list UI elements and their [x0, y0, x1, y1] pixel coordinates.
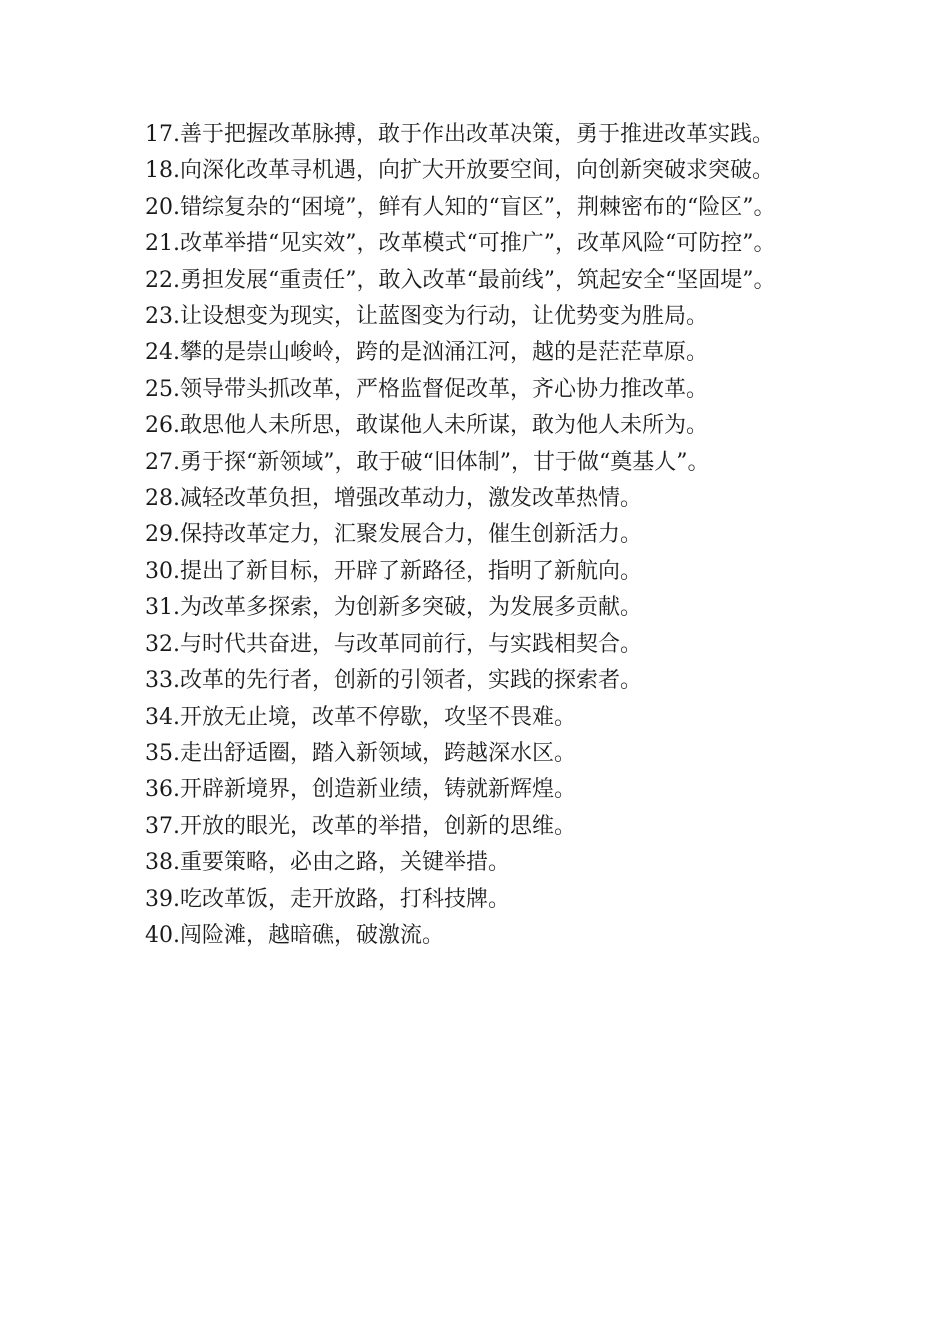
list-item-40: 40.闯险滩，越暗礁，破激流。	[145, 922, 444, 948]
list-item-25: 25.领导带头抓改革，严格监督促改革，齐心协力推改革。	[145, 376, 708, 402]
list-item-17: 17.善于把握改革脉搏，敢于作出改革决策，勇于推进改革实践。	[145, 122, 774, 147]
list-item-31: 31.为改革多探索，为创新多突破，为发展多贡献。	[145, 595, 642, 621]
list-item-30: 30.提出了新目标，开辟了新路径，指明了新航向。	[145, 558, 642, 584]
list-item-38: 38.重要策略，必由之路，关键举措。	[145, 850, 510, 876]
list-item-32: 32.与时代共奋进，与改革同前行，与实践相契合。	[145, 631, 642, 657]
document-body	[108, 117, 843, 954]
list-item-39: 39.吃改革饭，走开放路，打科技牌。	[145, 886, 510, 912]
list-item-33: 33.改革的先行者，创新的引领者，实践的探索者。	[145, 668, 642, 694]
list-item-21: 21.改革举措“见实效”，改革模式“可推广”，改革风险“可防控”。	[145, 231, 776, 257]
list-item-37: 37.开放的眼光，改革的举措，创新的思维。	[145, 813, 576, 839]
list-item-28: 28.减轻改革负担，增强改革动力，激发改革热情。	[145, 486, 642, 512]
list-item-22: 22.勇担发展“重责任”，敢入改革“最前线”，筑起安全“坚固堤”。	[145, 267, 776, 293]
list-item-24: 24.攀的是崇山峻岭，跨的是汹涌江河，越的是茫茫草原。	[145, 340, 708, 366]
list-item-23: 23.让设想变为现实，让蓝图变为行动，让优势变为胜局。	[145, 304, 708, 330]
list-item-27: 27.勇于探“新领域”，敢于破“旧体制”，甘于做“奠基人”。	[145, 449, 710, 475]
list-item-35: 35.走出舒适圈，踏入新领域，跨越深水区。	[145, 740, 576, 766]
list-item-34: 34.开放无止境，改革不停歇，攻坚不畏难。	[145, 704, 576, 730]
list-item-20: 20.错综复杂的“困境”，鲜有人知的“盲区”，荆棘密布的“险区”。	[145, 194, 776, 220]
list-item-29: 29.保持改革定力，汇聚发展合力，催生创新活力。	[145, 522, 642, 548]
list-item-26: 26.敢思他人未所思，敢谋他人未所谋，敢为他人未所为。	[145, 413, 708, 439]
list-item-18: 18.向深化改革寻机遇，向扩大开放要空间，向创新突破求突破。	[145, 158, 774, 184]
list-item-36: 36.开辟新境界，创造新业绩，铸就新辉煌。	[145, 777, 576, 803]
